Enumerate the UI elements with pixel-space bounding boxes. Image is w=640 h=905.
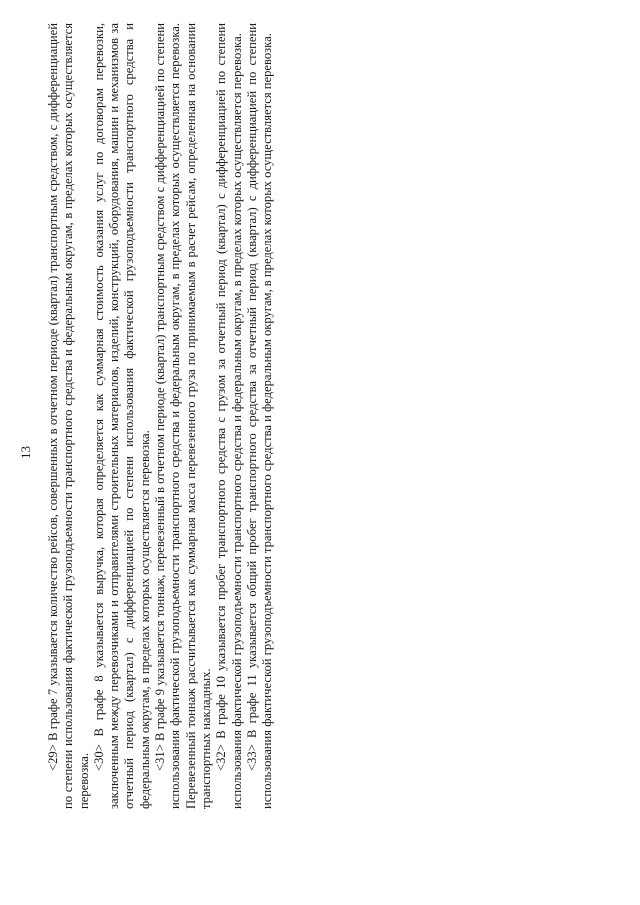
page-number: 13 <box>18 446 33 459</box>
footnote-29: <29> В графе 7 указывается количество рейсов, совершенных в отчетном периоде (квартал) транспортным средством, с дифференциацией по степени использования фактической грузоподъемности транспортного средства и федеральным округам, в пределах которых осуществляется перевозка. <box>46 23 91 809</box>
footnote-31: <31> В графе 9 указывается тоннаж, перевезенный в отчетном периоде (квартал) транспортным средством с дифференциацией по степени использования фактической грузоподъемности транспортного средства и федеральным округам, в пределах которых осуществляется перевозка. Перевезенный тоннаж рассчитывается как суммарная масса перевезенного груза по принимаемым в расчет рейсам, определенная на основании транспортных накладных. <box>153 23 213 809</box>
footnote-30: <30> В графе 8 указывается выручка, которая определяется как суммарная стоимость оказания услуг по договорам перевозки, заключенным между перевозчиками и отправителями строительных материалов, изделий, конструкций, оборудования, машин и механизмов за отчетный период (квартал) с дифференциацией по степени использования фактической грузоподъемности транспортного средства и федеральным округам, в пределах которых осуществляется перевозка. <box>91 23 152 809</box>
footnote-32: <32> В графе 10 указывается пробег транспортного средства с грузом за отчетный период (квартал) с дифференциацией по степени использования фактической грузоподъемности транспортного средства и федеральным округам, в пределах которых осуществляется перевозка. <box>214 23 244 809</box>
footnotes-text <box>46 23 275 809</box>
footnote-33: <33> В графе 11 указывается общий пробег транспортного средства за отчетный период (квартал) с дифференциацией по степени использования фактической грузоподъемности транспортного средства и федеральным округам, в пределах которых осуществляется перевозка. <box>244 23 275 809</box>
